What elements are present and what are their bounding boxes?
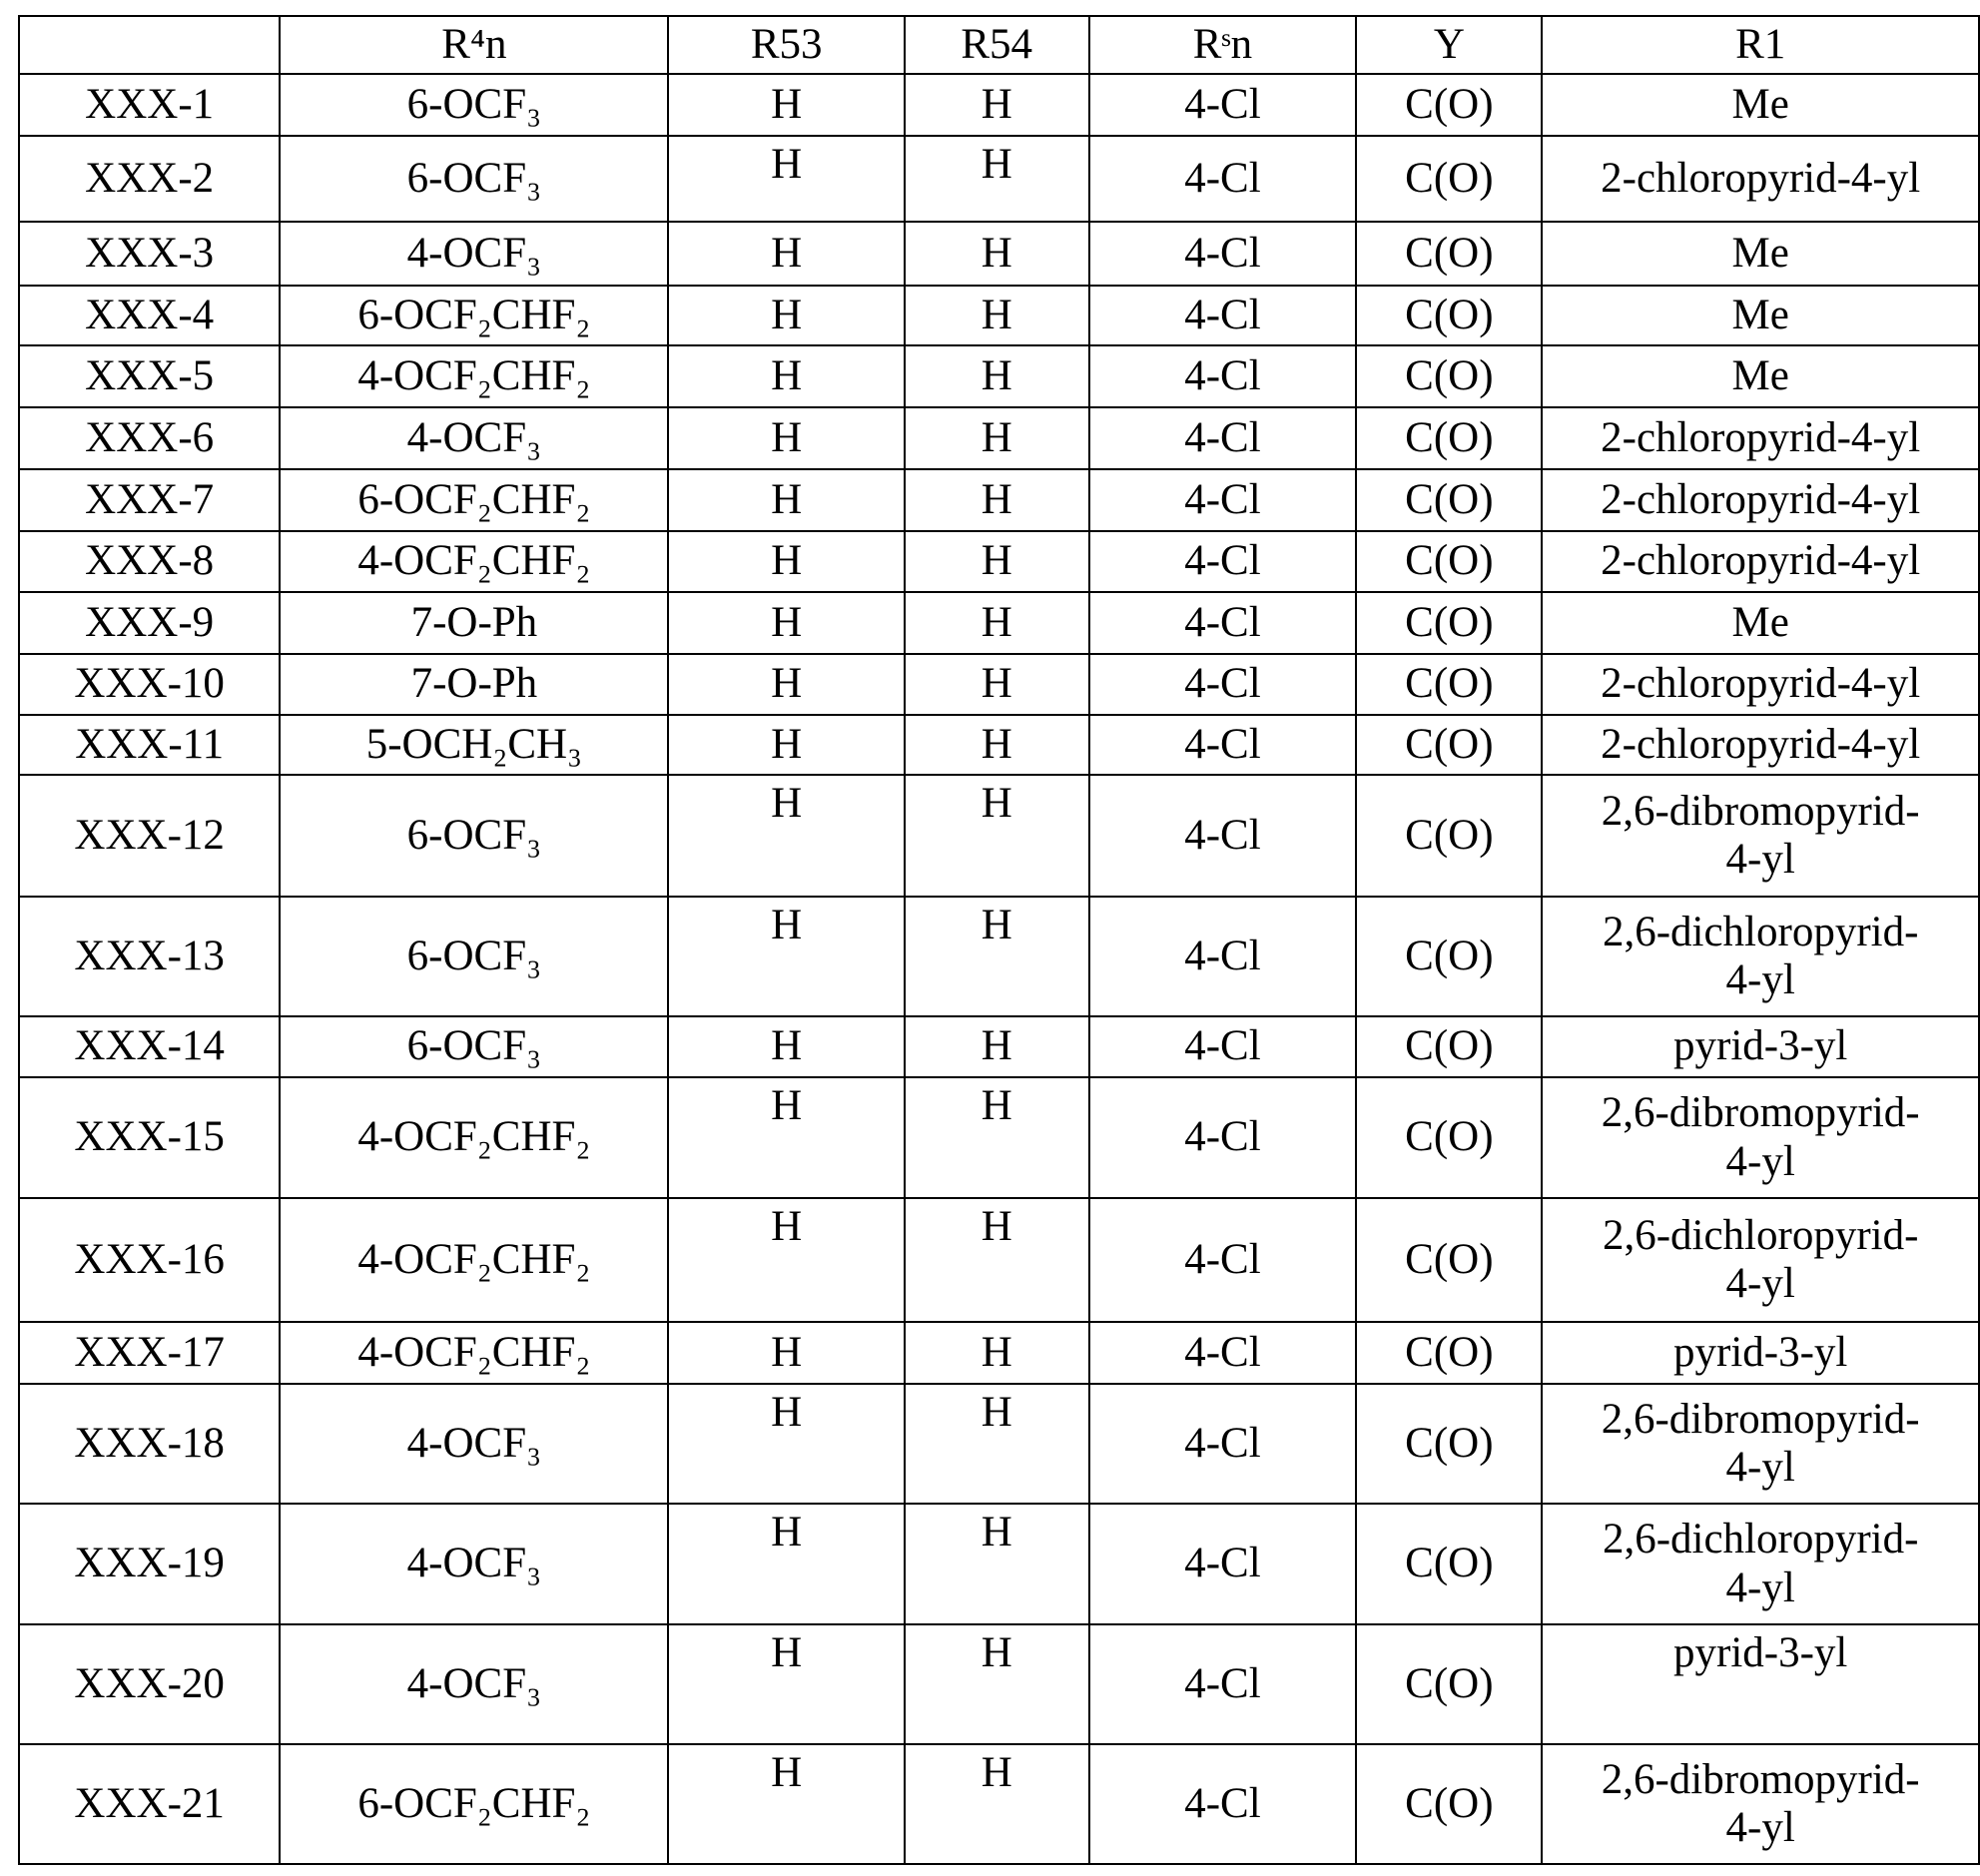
cell-r5n: 4-Cl [1089,286,1357,345]
cell-r4n: 6-OCF₂CHF₂ [280,469,668,531]
cell-y: C(O) [1356,74,1542,136]
cell-compound-id: XXX-19 [19,1504,280,1624]
cell-r5n: 4-Cl [1089,222,1357,286]
cell-y: C(O) [1356,1504,1542,1624]
cell-r5n: 4-Cl [1089,1384,1357,1504]
cell-y: C(O) [1356,775,1542,897]
cell-y: C(O) [1356,1624,1542,1744]
cell-r53: H [668,531,904,592]
cell-r1: Me [1542,74,1979,136]
cell-r54: H [905,592,1089,654]
header-r5n: Rˢn [1089,16,1357,74]
cell-r4n: 4-OCF₂CHF₂ [280,531,668,592]
cell-r4n: 6-OCF₃ [280,136,668,222]
cell-y: C(O) [1356,222,1542,286]
cell-r1: 2-chloropyrid-4-yl [1542,715,1979,775]
cell-r1: 2-chloropyrid-4-yl [1542,469,1979,531]
cell-r54: H [905,1744,1089,1864]
cell-compound-id: XXX-18 [19,1384,280,1504]
table-row [19,1322,1979,1384]
table-row [19,1624,1979,1744]
cell-r5n: 4-Cl [1089,469,1357,531]
cell-r54: H [905,1077,1089,1198]
cell-r54: H [905,531,1089,592]
cell-r54: H [905,775,1089,897]
cell-compound-id: XXX-21 [19,1744,280,1864]
cell-r1: pyrid-3-yl [1542,1624,1979,1744]
cell-r1: 2,6-dibromopyrid- 4-yl [1542,1744,1979,1864]
table-row [19,222,1979,286]
cell-r4n: 4-OCF₃ [280,1624,668,1744]
cell-compound-id: XXX-11 [19,715,280,775]
cell-compound-id: XXX-13 [19,897,280,1016]
cell-y: C(O) [1356,715,1542,775]
cell-r5n: 4-Cl [1089,1624,1357,1744]
cell-r1: pyrid-3-yl [1542,1322,1979,1384]
cell-r54: H [905,345,1089,407]
cell-r53: H [668,1016,904,1077]
cell-r4n: 4-OCF₃ [280,1384,668,1504]
cell-r53: H [668,136,904,222]
cell-r54: H [905,1322,1089,1384]
cell-r54: H [905,469,1089,531]
cell-r1: Me [1542,592,1979,654]
cell-r1: Me [1542,222,1979,286]
cell-r5n: 4-Cl [1089,531,1357,592]
table-row [19,74,1979,136]
cell-y: C(O) [1356,897,1542,1016]
cell-r4n: 4-OCF₃ [280,1504,668,1624]
header-y: Y [1356,16,1542,74]
cell-r1: 2-chloropyrid-4-yl [1542,654,1979,715]
cell-r4n: 4-OCF₂CHF₂ [280,1077,668,1198]
cell-r5n: 4-Cl [1089,345,1357,407]
table-row [19,407,1979,469]
table-row [19,469,1979,531]
cell-r1: 2,6-dibromopyrid- 4-yl [1542,1384,1979,1504]
cell-r1: 2,6-dichloropyrid- 4-yl [1542,897,1979,1016]
cell-r4n: 6-OCF₃ [280,74,668,136]
cell-compound-id: XXX-8 [19,531,280,592]
cell-r4n: 4-OCF₂CHF₂ [280,1322,668,1384]
cell-r4n: 4-OCF₃ [280,407,668,469]
cell-y: C(O) [1356,1077,1542,1198]
cell-r53: H [668,469,904,531]
cell-r1: 2,6-dichloropyrid- 4-yl [1542,1198,1979,1322]
cell-r54: H [905,1624,1089,1744]
cell-r53: H [668,897,904,1016]
cell-r4n: 4-OCF₃ [280,222,668,286]
cell-y: C(O) [1356,407,1542,469]
compound-table [18,15,1980,1865]
cell-y: C(O) [1356,1016,1542,1077]
cell-r4n: 4-OCF₂CHF₂ [280,1198,668,1322]
table-row [19,897,1979,1016]
cell-r53: H [668,654,904,715]
cell-compound-id: XXX-10 [19,654,280,715]
cell-compound-id: XXX-14 [19,1016,280,1077]
cell-r54: H [905,654,1089,715]
cell-y: C(O) [1356,531,1542,592]
cell-r54: H [905,1016,1089,1077]
cell-r53: H [668,1744,904,1864]
cell-y: C(O) [1356,345,1542,407]
header-r53: R53 [668,16,904,74]
cell-r4n: 7-O-Ph [280,592,668,654]
cell-r53: H [668,1077,904,1198]
cell-r5n: 4-Cl [1089,136,1357,222]
cell-r4n: 6-OCF₃ [280,775,668,897]
cell-r5n: 4-Cl [1089,74,1357,136]
cell-r1: Me [1542,345,1979,407]
cell-r53: H [668,592,904,654]
cell-r5n: 4-Cl [1089,715,1357,775]
cell-compound-id: XXX-3 [19,222,280,286]
table-row [19,531,1979,592]
cell-r4n: 5-OCH₂CH₃ [280,715,668,775]
cell-r5n: 4-Cl [1089,1504,1357,1624]
header-r4n: R⁴n [280,16,668,74]
cell-r53: H [668,345,904,407]
cell-y: C(O) [1356,1322,1542,1384]
cell-r53: H [668,407,904,469]
cell-r5n: 4-Cl [1089,407,1357,469]
cell-r5n: 4-Cl [1089,775,1357,897]
cell-r54: H [905,715,1089,775]
cell-r4n: 4-OCF₂CHF₂ [280,345,668,407]
cell-y: C(O) [1356,1744,1542,1864]
cell-r53: H [668,222,904,286]
cell-r1: 2-chloropyrid-4-yl [1542,531,1979,592]
cell-r4n: 6-OCF₂CHF₂ [280,286,668,345]
header-r54: R54 [905,16,1089,74]
cell-y: C(O) [1356,136,1542,222]
cell-compound-id: XXX-17 [19,1322,280,1384]
cell-r5n: 4-Cl [1089,592,1357,654]
table-row [19,592,1979,654]
table-row [19,1198,1979,1322]
cell-r53: H [668,1504,904,1624]
cell-r54: H [905,286,1089,345]
cell-r54: H [905,407,1089,469]
cell-compound-id: XXX-16 [19,1198,280,1322]
cell-r1: 2,6-dichloropyrid- 4-yl [1542,1504,1979,1624]
cell-y: C(O) [1356,592,1542,654]
cell-compound-id: XXX-12 [19,775,280,897]
cell-r53: H [668,1624,904,1744]
cell-r5n: 4-Cl [1089,654,1357,715]
table-body [19,74,1979,1864]
cell-y: C(O) [1356,469,1542,531]
header-compound-id [19,16,280,74]
cell-compound-id: XXX-7 [19,469,280,531]
cell-r53: H [668,715,904,775]
cell-compound-id: XXX-15 [19,1077,280,1198]
cell-r4n: 6-OCF₂CHF₂ [280,1744,668,1864]
cell-r5n: 4-Cl [1089,1744,1357,1864]
table-row [19,1744,1979,1864]
cell-r53: H [668,1322,904,1384]
cell-r1: 2-chloropyrid-4-yl [1542,136,1979,222]
cell-y: C(O) [1356,1384,1542,1504]
cell-y: C(O) [1356,286,1542,345]
cell-compound-id: XXX-9 [19,592,280,654]
table-row [19,345,1979,407]
cell-r1: 2,6-dibromopyrid- 4-yl [1542,775,1979,897]
table-row [19,1077,1979,1198]
header-row [19,16,1979,74]
cell-r1: Me [1542,286,1979,345]
cell-r1: pyrid-3-yl [1542,1016,1979,1077]
cell-r5n: 4-Cl [1089,1077,1357,1198]
table-row [19,1504,1979,1624]
cell-compound-id: XXX-5 [19,345,280,407]
table-row [19,715,1979,775]
table-row [19,775,1979,897]
table-row [19,654,1979,715]
cell-r54: H [905,136,1089,222]
cell-r4n: 6-OCF₃ [280,1016,668,1077]
cell-r54: H [905,897,1089,1016]
table-row [19,136,1979,222]
cell-r5n: 4-Cl [1089,897,1357,1016]
table-row [19,1016,1979,1077]
table-row [19,286,1979,345]
cell-compound-id: XXX-1 [19,74,280,136]
cell-compound-id: XXX-4 [19,286,280,345]
cell-r54: H [905,74,1089,136]
cell-r5n: 4-Cl [1089,1322,1357,1384]
cell-r4n: 6-OCF₃ [280,897,668,1016]
table-row [19,1384,1979,1504]
cell-r53: H [668,74,904,136]
cell-r54: H [905,222,1089,286]
cell-r54: H [905,1504,1089,1624]
cell-y: C(O) [1356,654,1542,715]
cell-compound-id: XXX-20 [19,1624,280,1744]
cell-r53: H [668,286,904,345]
cell-r54: H [905,1384,1089,1504]
cell-r5n: 4-Cl [1089,1016,1357,1077]
cell-r1: 2,6-dibromopyrid- 4-yl [1542,1077,1979,1198]
cell-r53: H [668,775,904,897]
cell-r53: H [668,1384,904,1504]
cell-y: C(O) [1356,1198,1542,1322]
cell-r5n: 4-Cl [1089,1198,1357,1322]
cell-r53: H [668,1198,904,1322]
cell-r4n: 7-O-Ph [280,654,668,715]
cell-r1: 2-chloropyrid-4-yl [1542,407,1979,469]
cell-r54: H [905,1198,1089,1322]
cell-compound-id: XXX-6 [19,407,280,469]
header-r1: R1 [1542,16,1979,74]
cell-compound-id: XXX-2 [19,136,280,222]
